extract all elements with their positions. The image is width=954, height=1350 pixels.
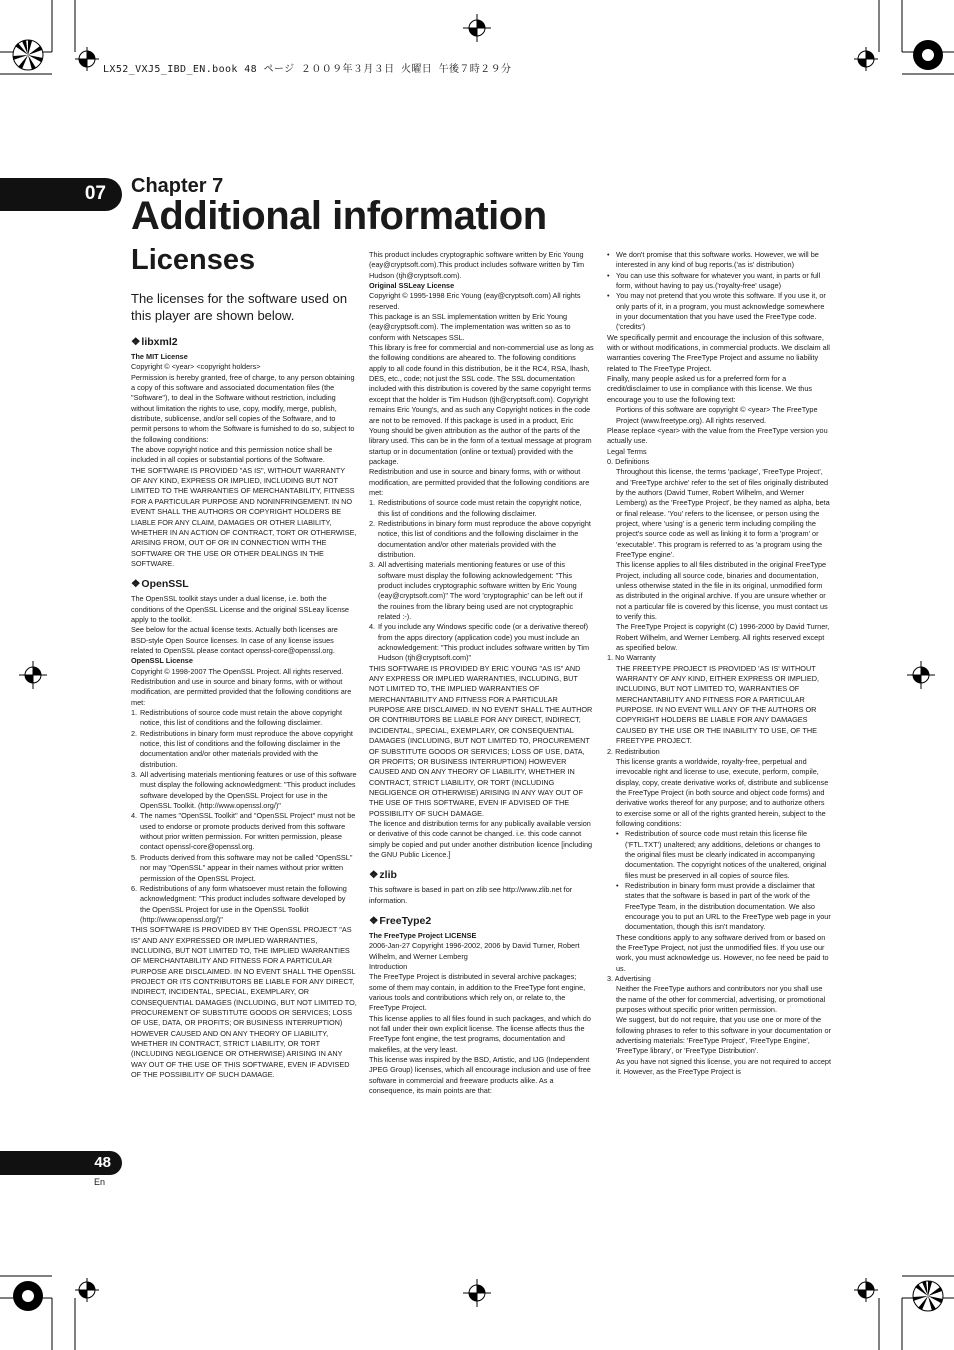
paragraph: This license applies to all files found in such packages, and which do not fall under their own explicit license. The license affects thus the FreeType font engine, the test programs, documentation and makefiles, at the very least. [369,1013,591,1054]
paragraph: The above copyright notice and this permission notice shall be included in all copies or substantial portions of the Software. [131,445,333,465]
chapter-label: Chapter 7 [131,175,224,197]
paragraph: We suggest, but do not require, that you use one or more of the following phrases to refer to this software in your documentation or advertising materials: 'FreeType Project', 'FreeType Engine', 'FreeType library', or 'FreeType Distribution'. [616,1015,831,1056]
license-title: Original SSLeay License [369,281,455,291]
heading-freetype2: ❖FreeType2 [369,914,432,927]
list-item: 2. Redistributions in binary form must reproduce the above copyright notice, this list of conditions and the following disclaimer in the documentation and/or other materials provided with the distribution. [369,518,591,559]
heading-zlib: ❖zlib [369,869,397,882]
paragraph: Introduction [369,962,408,971]
paragraph: Neither the FreeType authors and contributors nor you shall use the name of the other for commercial, advertising, or promotional purposes without specific prior written permission. [616,984,826,1015]
subsection-title: 2. Redistribution [607,746,660,756]
paragraph: This license applies to all files distributed in the original FreeType Project, including all source code, binaries and documentation, unless otherwise stated in the file in its original, unmodified form as distributed in the original archive. If you are unsure whether or not a particular file is covered by this license, you must contact us to verify this. [616,560,828,622]
paragraph: This software is based in part on zlib see http://www.zlib.net for information. [369,885,573,905]
license-title: OpenSSL License [131,656,193,666]
paragraph: Finally, many people asked us for a preferred form for a credit/disclaimer to use in compliance with this license. We thus encourage you to use the following text: [607,374,813,404]
paragraph: As you have not signed this license, you are not required to accept it. However, as the FreeType Project is [616,1056,831,1077]
page-title: Additional information [131,194,547,238]
column-right [607,250,832,1078]
paragraph: THE SOFTWARE IS PROVIDED "AS IS", WITHOUT WARRANTY OF ANY KIND, EXPRESS OR IMPLIED, INCLUDING BUT NOT LIMITED TO THE WARRANTIES OF MERCHANTABILITY, FITNESS FOR A PARTICULAR PURPOSE AND NONINFRINGEMENT. IN NO EVENT SHALL THE AUTHORS OR COPYRIGHT HOLDERS BE LIABLE FOR ANY CLAIM, DAMAGES OR OTHER LIABILITY, WHETHER IN AN ACTION OF CONTRACT, TORT OR OTHERWISE, ARISING FROM, OUT OF OR IN CONNECTION WITH THE SOFTWARE OR THE USE OR OTHER DEALINGS IN THE SOFTWARE. [131,465,357,568]
page-language: En [94,1177,106,1187]
paragraph: This license grants a worldwide, royalty-free, perpetual and irrevocable right and license to use, execute, perform, compile, display, copy, create derivative works of, distribute and sublicense the FreeType Project (in both source and object code forms) and derivative works thereof for any purpose; and to authorize others to exercise some or all of the rights granted herein, subject to the following conditions: [616,756,829,828]
paragraph: This library is free for commercial and non-commercial use as long as the following conditions are aheared to. The following conditions apply to all code found in this distribution, be it the RC4, RSA, lhash, DES, etc., code; not just the SSL code. The SSL documentation included with this distribution is covered by the same copyright terms except that the holder is Tim Hudson (tjh@cryptsoft.com). Copyright remains Eric Young's, and as such any Copyright notices in the code are not to be removed. If this package is used in a product, Eric Young should be given attribution as the author of the parts of the library used. This can be in the form of a textual message at program startup or in documentation (online or textual) provided with the package. [369,343,594,466]
paragraph: This license was inspired by the BSD, Artistic, and IJG (Independent JPEG Group) licenses, which all encourage inclusion and use of free software in commercial and freeware products alike. As a consequence, its main points are that: [369,1055,591,1096]
paragraph: Copyright © <year> <copyright holders> [131,362,261,372]
paragraph: This package is an SSL implementation written by Eric Young (eay@cryptsoft.com). The implementation was written so as to conform with Netscapes SSL. [369,312,571,342]
list-item: • Redistribution of source code must retain this license file ('FTL.TXT') unaltered; any additions, deletions or changes to the original files must be clearly indicated in accompanying documentation. The copyright notices of the unaltered, original files must be preserved in all copies of source files. [616,829,827,880]
intro-text: The licenses for the software used on this player are shown below. [131,291,348,323]
numbered-list [369,498,594,664]
paragraph: Copyright © 1995-1998 Eric Young (eay@cryptsoft.com) All rights reserved. [369,291,581,311]
paragraph: Portions of this software are copyright © <year> The FreeType Project (www.freetype.org). All rights reserved. [616,405,818,425]
paragraph: The OpenSSL toolkit stays under a dual license, i.e. both the conditions of the OpenSSL License and the original SSLeay license apply to the toolkit. [131,594,349,624]
column-left [131,330,357,1080]
license-title: The MIT License [131,352,188,361]
list-item: 1. Redistributions of source code must retain the above copyright notice, this list of conditions and the following disclaimer. [131,708,342,728]
paragraph: THIS SOFTWARE IS PROVIDED BY ERIC YOUNG "AS IS" AND ANY EXPRESS OR IMPLIED WARRANTIES, INCLUDING, BUT NOT LIMITED TO, THE IMPLIED WARRANTIES OF MERCHANTABILITY AND FITNESS FOR A PARTICULAR PURPOSE ARE DISCLAIMED. IN NO EVENT SHALL THE AUTHOR OR CONTRIBUTORS BE LIABLE FOR ANY DIRECT, INDIRECT, INCIDENTAL, SPECIAL, EXEMPLARY, OR CONSEQUENTIAL DAMAGES (INCLUDING, BUT NOT LIMITED TO, PROCUREMENT OF SUBSTITUTE GOODS OR SERVICES; LOSS OF USE, DATA, OR PROFITS; OR BUSINESS INTERRUPTION) HOWEVER CAUSED AND ON ANY THEORY OF LIABILITY, WHETHER IN CONTRACT, STRICT LIABILITY, OR TORT (INCLUDING NEGLIGENCE OR OTHERWISE) ARISING IN ANY WAY OUT OF THE USE OF THIS SOFTWARE, EVEN IF ADVISED OF THE POSSIBILITY OF SUCH DAMAGE. [369,663,593,818]
list-item: • You may not pretend that you wrote this software. If you use it, or only parts of it, in a program, you must acknowledge somewhere in your documentation that you have used the FreeType code.('credits') [607,291,826,332]
paragraph: 2006-Jan-27 Copyright 1996-2002, 2006 by David Turner, Robert Wilhelm, and Werner Lemberg [369,941,580,961]
diamond-bullet-icon: ❖ [131,336,141,348]
paragraph: Redistribution and use in source and binary forms, with or without modification, are permitted provided that the following conditions are met: [131,676,352,707]
chapter-number: 07 [84,183,106,204]
diamond-bullet-icon: ❖ [131,578,141,591]
list-item: 2. Redistributions in binary form must reproduce the above copyright notice, this list of conditions and the following disclaimer in the documentation and/or other materials provided with the distribution. [131,728,353,769]
paragraph: Permission is hereby granted, free of charge, to any person obtaining a copy of this software and associated documentation files (the "Software"), to deal in the Software without restriction, including without limitation the rights to use, copy, modify, merge, publish, distribute, sublicense, and/or sell copies of the Software, and to permit persons to whom the Software is furnished to do so, subject to the following conditions: [131,372,355,444]
column-middle [369,250,594,1096]
section-title: Licenses [131,244,256,276]
subsection-title: 1. No Warranty [607,653,656,663]
paragraph: The FreeType Project is distributed in several archive packages; some of them may contain, in addition to the FreeType font engine, various tools and contributions which rely on, or relate to, the FreeType Project. [369,972,586,1013]
paragraph: Please replace <year> with the value from the FreeType version you actually use. [607,425,828,446]
bullet-list [607,829,832,932]
list-item: • You can use this software for whatever you want, in parts or full form, without having to pay us.('royalty-free' usage) [607,270,821,291]
heading-libxml2: ❖libxml2 [131,336,178,348]
list-item: 4. The names "OpenSSL Toolkit" and "OpenSSL Project" must not be used to endorse or promote products derived from this software without prior written permission. For written permission, please contact openssl-core@openssl.org. [131,811,356,852]
numbered-list [131,708,357,925]
paragraph: Redistribution and use in source and binary forms, with or without modification, are permitted provided that the following conditions are met: [369,467,590,497]
list-item: 4. If you include any Windows specific code (or a derivative thereof) from the apps directory (application code) you must include an acknowledgement: "This product includes software written by Tim Hudson (tjh@cryptsoft.com)" [369,622,590,663]
paragraph: The FreeType Project is copyright (C) 1996-2000 by David Turner, Robert Wilhelm, and Werner Lemberg. All rights reserved except as specified below. [616,622,830,653]
diamond-bullet-icon: ❖ [369,869,379,882]
list-item: • We don't promise that this software works. However, we will be interested in any kind of bug reports.('as is' distribution) [607,250,819,270]
subsection-title: 3. Advertising [607,974,651,984]
paragraph: Throughout this license, the terms 'package', 'FreeType Project', and 'FreeType archive' refer to the set of files originally distributed by the authors (David Turner, Robert Wilhelm, and Werner Lemberg) as the 'FreeType Project', be they named as alpha, beta or final release. 'You' refers to the licensee, or person using the project, where 'using' is a generic term including compiling the project's source code as well as linking it to form a 'program' or 'executable'. This program is referred to as 'a program using the FreeType engine'. [616,467,830,559]
diamond-bullet-icon: ❖ [369,914,379,927]
subsection-title: 0. Definitions [607,456,650,466]
paragraph: This product includes cryptographic software written by Eric Young (eay@cryptsoft.com).This product includes software written by Tim Hudson (tjh@cryptsoft.com). [369,250,585,280]
heading-openssl: ❖OpenSSL [131,578,189,591]
list-item: • Redistribution in binary form must provide a disclaimer that states that the software is based in part of the work of the FreeType Team, in the distribution documentation. We also encourage you to put an URL to the FreeType web page in your documentation, though this isn't mandatory. [616,880,831,932]
paragraph: THE FREETYPE PROJECT IS PROVIDED 'AS IS' WITHOUT WARRANTY OF ANY KIND, EITHER EXPRESS OR IMPLIED, INCLUDING, BUT NOT LIMITED TO, WARRANTIES OF MERCHANTABILITY AND FITNESS FOR A PARTICULAR PURPOSE. IN NO EVENT WILL ANY OF THE AUTHORS OR COPYRIGHT HOLDERS BE LIABLE FOR ANY DAMAGES CAUSED BY THE USE OR THE INABILITY TO USE, OF THE FREETYPE PROJECT. [616,663,820,746]
paragraph: THIS SOFTWARE IS PROVIDED BY THE OpenSSL PROJECT "AS IS" AND ANY EXPRESSED OR IMPLIED WARRANTIES, INCLUDING, BUT NOT LIMITED TO, THE IMPLIED WARRANTIES OF MERCHANTABILITY AND FITNESS FOR A PARTICULAR PURPOSE ARE DISCLAIMED. IN NO EVENT SHALL THE OpenSSL PROJECT OR ITS CONTRIBUTORS BE LIABLE FOR ANY DIRECT, INDIRECT, INCIDENTAL, SPECIAL, EXEMPLARY, OR CONSEQUENTIAL DAMAGES (INCLUDING, BUT NOT LIMITED TO, PROCUREMENT OF SUBSTITUTE GOODS OR SERVICES; LOSS OF USE, DATA, OR PROFITS; OR BUSINESS INTERRUPTION) HOWEVER CAUSED AND ON ANY THEORY OF LIABILITY, WHETHER IN CONTRACT, STRICT LIABILITY, OR TORT (INCLUDING NEGLIGENCE OR OTHERWISE) ARISING IN ANY WAY OUT OF THE USE OF THIS SOFTWARE, EVEN IF ADVISED OF THE POSSIBILITY OF SUCH DAMAGE. [131,925,357,1080]
page-number-tab [0,1151,122,1175]
chapter-tab [0,178,122,211]
list-item: 3. All advertising materials mentioning features or use of this software must display the following acknowledgement: "This product includes cryptographic software written by Eric Young (eay@cryptsoft.com)" The word 'cryptographic' can be left out if the rouines from the library being used are not cryptographic related :-). [369,560,583,622]
list-item: 6. Redistributions of any form whatsoever must retain the following acknowledgment: "This product includes software developed by the OpenSSL Project for use in the OpenSSL Toolkit (http://www.openssl.org/)" [131,883,347,924]
paragraph: Copyright © 1998-2007 The OpenSSL Project. All rights reserved. [131,666,344,676]
print-header: LX52_VXJ5_IBD_EN.book 48 ページ ２００９年３月３日 火曜日 午後７時２９分 [103,64,512,75]
page-number: 48 [94,1154,111,1171]
paragraph: These conditions apply to any software derived from or based on the FreeType Project, not just the unmodified files. If you use our work, you must acknowledge us. However, no fee need be paid to us. [616,932,829,973]
list-item: 3. All advertising materials mentioning features or use of this software must display the following acknowledgment: "This product includes software developed by the OpenSSL Project for use in the OpenSSL Toolkit. (http://www.openssl.org/)" [131,770,357,811]
list-item: 5. Products derived from this software may not be called "OpenSSL" nor may "OpenSSL" appear in their names without prior written permission of the OpenSSL Project. [131,852,353,883]
bullet-list [607,250,832,333]
license-title: The FreeType Project LICENSE [369,930,477,940]
paragraph: See below for the actual license texts. Actually both licenses are BSD-style Open Source licenses. In case of any license issues related to OpenSSL please contact openssl-core@openssl.org. [131,625,338,655]
paragraph: We specifically permit and encourage the inclusion of this software, with or without modifications, in commercial products. We disclaim all warranties covering The FreeType Project and assume no liability related to The FreeType Project. [607,332,830,373]
paragraph: Legal Terms [607,446,647,456]
paragraph: The licence and distribution terms for any publically available version or derivative of this code cannot be changed. i.e. this code cannot simply be copied and put under another distribution licence [including the GNU Public Licence.] [369,818,593,859]
list-item: 1. Redistributions of source code must retain the copyright notice, this list of conditions and the following disclaimer. [369,498,582,518]
